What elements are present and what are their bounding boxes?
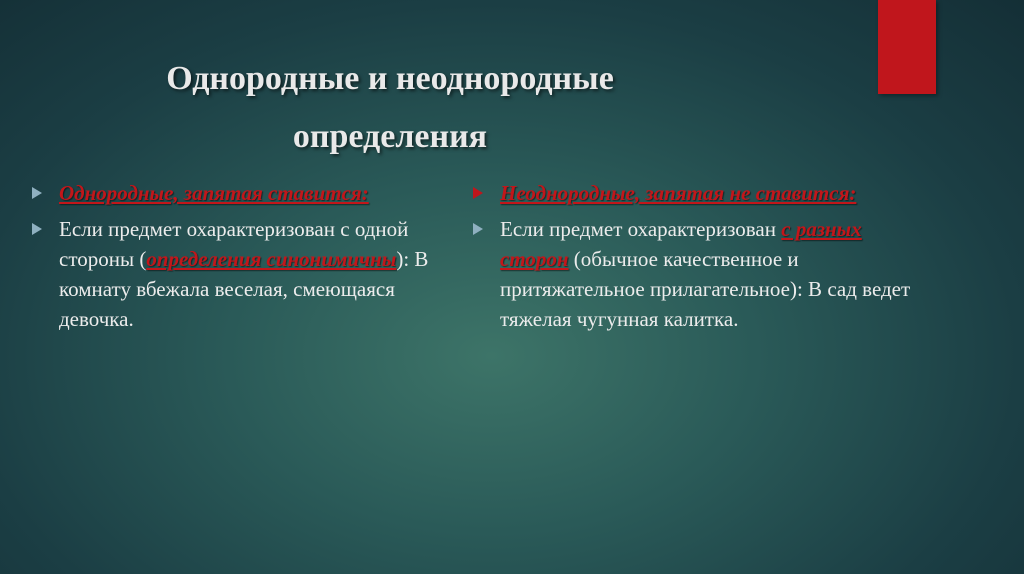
right-highlight: с разных сторон	[500, 217, 862, 271]
bullet-arrow-icon	[473, 187, 483, 199]
right-text-start: Если предмет охарактеризован	[500, 217, 782, 241]
left-heading: Однородные, запятая ставится:	[59, 181, 369, 205]
right-text-bullet	[473, 214, 913, 334]
right-text-end: (обычное качественное и притяжательное прилагательное): В сад ведет тяжелая чугунная калитка.	[500, 247, 911, 331]
left-text-bullet	[32, 214, 452, 334]
bullet-arrow-icon	[473, 223, 483, 235]
left-column	[32, 178, 452, 340]
left-heading-bullet	[32, 178, 452, 208]
bullet-arrow-icon	[32, 187, 42, 199]
right-heading-bullet	[473, 178, 913, 208]
left-text-start: Если предмет охарактеризован с одной стороны (	[59, 217, 409, 271]
accent-bar	[878, 0, 936, 94]
right-column	[473, 178, 913, 340]
right-heading: Неоднородные, запятая не ставится:	[500, 181, 857, 205]
bullet-arrow-icon	[32, 223, 42, 235]
slide-title: Однородные и неоднородные определения	[166, 60, 614, 155]
left-highlight: определения синонимичны	[146, 247, 397, 271]
left-text-end: ): В комнату вбежала веселая, смеющаяся девочка.	[59, 247, 429, 331]
